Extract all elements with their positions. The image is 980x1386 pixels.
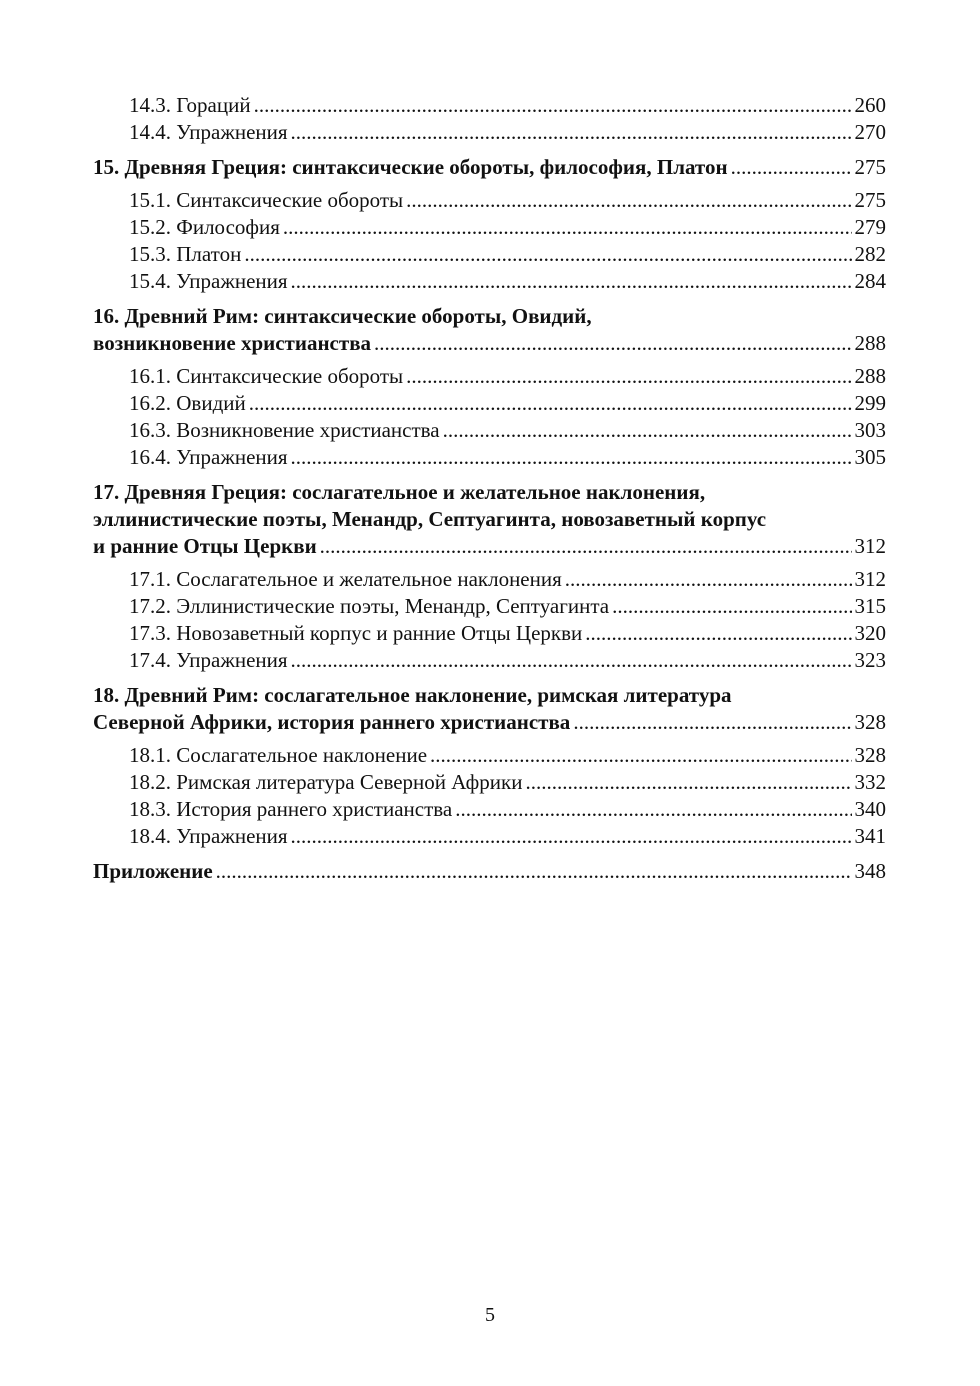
toc-entry[interactable] xyxy=(93,647,886,674)
toc-leader-dots xyxy=(455,796,851,823)
toc-leader-dots xyxy=(443,417,852,444)
toc-entry-title: 18.1. Сослагательное наклонение xyxy=(129,743,428,767)
toc-subsection-list xyxy=(93,566,886,674)
toc-entry-title: 16.4. Упражнения xyxy=(129,445,288,469)
toc-entry-title: 15.3. Платон xyxy=(129,242,242,266)
toc-entry[interactable] xyxy=(93,363,886,390)
toc-leader-dots xyxy=(291,268,852,295)
toc-leader-dots xyxy=(430,742,851,769)
toc-leader-dots xyxy=(254,92,852,119)
toc-entry[interactable] xyxy=(93,390,886,417)
toc-entry[interactable] xyxy=(93,119,886,146)
toc-entry-page: 328 xyxy=(854,743,886,767)
toc-chapter-title-line: 18. Древний Рим: сослагательное наклонение, римская литература xyxy=(93,683,732,707)
toc-leader-dots xyxy=(291,823,852,850)
toc-chapter-entry[interactable] xyxy=(93,709,886,736)
toc-leader-dots xyxy=(573,709,851,736)
toc-entry-title: 15.1. Синтаксические обороты xyxy=(129,188,404,212)
toc-entry[interactable] xyxy=(93,417,886,444)
toc-chapter-title-line: 16. Древний Рим: синтаксические обороты, Овидий, xyxy=(93,304,592,328)
toc-entry-title: 17.2. Эллинистические поэты, Менандр, Септуагинта xyxy=(129,594,610,618)
toc-entry[interactable] xyxy=(93,593,886,620)
toc-entry[interactable] xyxy=(93,444,886,471)
toc-chapter-title: Приложение xyxy=(93,859,213,883)
toc-chapter-page: 288 xyxy=(854,331,886,355)
toc-entry-page: 332 xyxy=(854,770,886,794)
toc-chapter-entry[interactable] xyxy=(93,154,886,181)
toc-leader-dots xyxy=(525,769,851,796)
toc-entry[interactable] xyxy=(93,187,886,214)
toc-chapter-page: 328 xyxy=(854,710,886,734)
toc-entry-title: 14.4. Упражнения xyxy=(129,120,288,144)
toc-entry[interactable] xyxy=(93,566,886,593)
toc-leader-dots xyxy=(291,444,852,471)
toc-leader-dots xyxy=(249,390,852,417)
toc-chapter-title: и ранние Отцы Церкви xyxy=(93,534,317,558)
toc-chapter-17 xyxy=(93,479,886,674)
page-number: 5 xyxy=(485,1304,495,1326)
toc-leader-dots xyxy=(612,593,851,620)
toc-subsection-list xyxy=(93,363,886,471)
toc-entry-title: 15.4. Упражнения xyxy=(129,269,288,293)
toc-chapter-title: возникновение христианства xyxy=(93,331,372,355)
toc-leader-dots xyxy=(244,241,851,268)
toc-chapter-page: 312 xyxy=(854,534,886,558)
toc-leader-dots xyxy=(216,858,852,885)
toc-chapter-entry[interactable] xyxy=(93,330,886,357)
toc-entry[interactable] xyxy=(93,796,886,823)
toc-entry-title: 18.2. Римская литература Северной Африки xyxy=(129,770,523,794)
toc-chapter-18 xyxy=(93,682,886,850)
toc-entry-title: 18.4. Упражнения xyxy=(129,824,288,848)
toc-entry-page: 323 xyxy=(854,648,886,672)
toc-leader-dots xyxy=(565,566,852,593)
toc-leader-dots xyxy=(291,119,852,146)
toc-chapter-page: 348 xyxy=(854,859,886,883)
toc-appendix xyxy=(93,858,886,885)
toc-entry-page: 288 xyxy=(854,364,886,388)
toc-entry-page: 303 xyxy=(854,418,886,442)
toc-entry-page: 279 xyxy=(854,215,886,239)
toc-entry-page: 270 xyxy=(854,120,886,144)
toc-chapter-title: 15. Древняя Греция: синтаксические обороты, философия, Платон xyxy=(93,155,728,179)
toc-leader-dots xyxy=(374,330,851,357)
toc-entry-title: 17.1. Сослагательное и желательное наклонения xyxy=(129,567,562,591)
toc-chapter-title-line: эллинистические поэты, Менандр, Септуагинта, новозаветный корпус xyxy=(93,507,767,531)
toc-entry[interactable] xyxy=(93,620,886,647)
toc-entry-page: 299 xyxy=(854,391,886,415)
toc-entry[interactable] xyxy=(93,769,886,796)
toc-entry[interactable] xyxy=(93,823,886,850)
toc-entry-title: 17.4. Упражнения xyxy=(129,648,288,672)
toc-entry-page: 275 xyxy=(854,188,886,212)
toc-entry[interactable] xyxy=(93,214,886,241)
toc-entry-title: 15.2. Философия xyxy=(129,215,280,239)
toc-chapter-entry[interactable] xyxy=(93,533,886,560)
toc-entry-title: 14.3. Гораций xyxy=(129,93,251,117)
toc-entry-page: 341 xyxy=(854,824,886,848)
toc-entry-page: 340 xyxy=(854,797,886,821)
toc-entry-title: 16.2. Овидий xyxy=(129,391,246,415)
toc-chapter-title: Северной Африки, история раннего христианства xyxy=(93,710,571,734)
toc-chapter-entry[interactable] xyxy=(93,858,886,885)
toc-entry[interactable] xyxy=(93,742,886,769)
toc-leader-dots xyxy=(731,154,852,181)
toc-entry-page: 305 xyxy=(854,445,886,469)
toc-entry-page: 315 xyxy=(854,594,886,618)
toc-leader-dots xyxy=(406,363,851,390)
toc-entry[interactable] xyxy=(93,268,886,295)
toc-entry-page: 312 xyxy=(854,567,886,591)
toc-entry-title: 17.3. Новозаветный корпус и ранние Отцы Церкви xyxy=(129,621,583,645)
toc-entry[interactable] xyxy=(93,241,886,268)
toc-chapter-title-line: 17. Древняя Греция: сослагательное и желательное наклонения, xyxy=(93,480,706,504)
toc-leader-dots xyxy=(406,187,851,214)
toc-chapter-page: 275 xyxy=(854,155,886,179)
toc-entry-page: 320 xyxy=(854,621,886,645)
toc-leader-dots xyxy=(283,214,852,241)
toc-leader-dots xyxy=(320,533,852,560)
toc-entry-title: 16.1. Синтаксические обороты xyxy=(129,364,404,388)
top-subsection-list xyxy=(93,92,886,146)
toc-entry-page: 284 xyxy=(854,269,886,293)
toc-leader-dots xyxy=(585,620,851,647)
toc-entry-page: 282 xyxy=(854,242,886,266)
toc-chapter-16 xyxy=(93,303,886,471)
toc-subsection-list xyxy=(93,742,886,850)
toc-entry-page: 260 xyxy=(854,93,886,117)
toc-chapter-15 xyxy=(93,154,886,295)
table-of-contents xyxy=(93,92,886,893)
toc-entry-title: 18.3. История раннего христианства xyxy=(129,797,453,821)
toc-subsection-list xyxy=(93,187,886,295)
toc-entry[interactable] xyxy=(93,92,886,119)
toc-leader-dots xyxy=(291,647,852,674)
toc-entry-title: 16.3. Возникновение христианства xyxy=(129,418,440,442)
